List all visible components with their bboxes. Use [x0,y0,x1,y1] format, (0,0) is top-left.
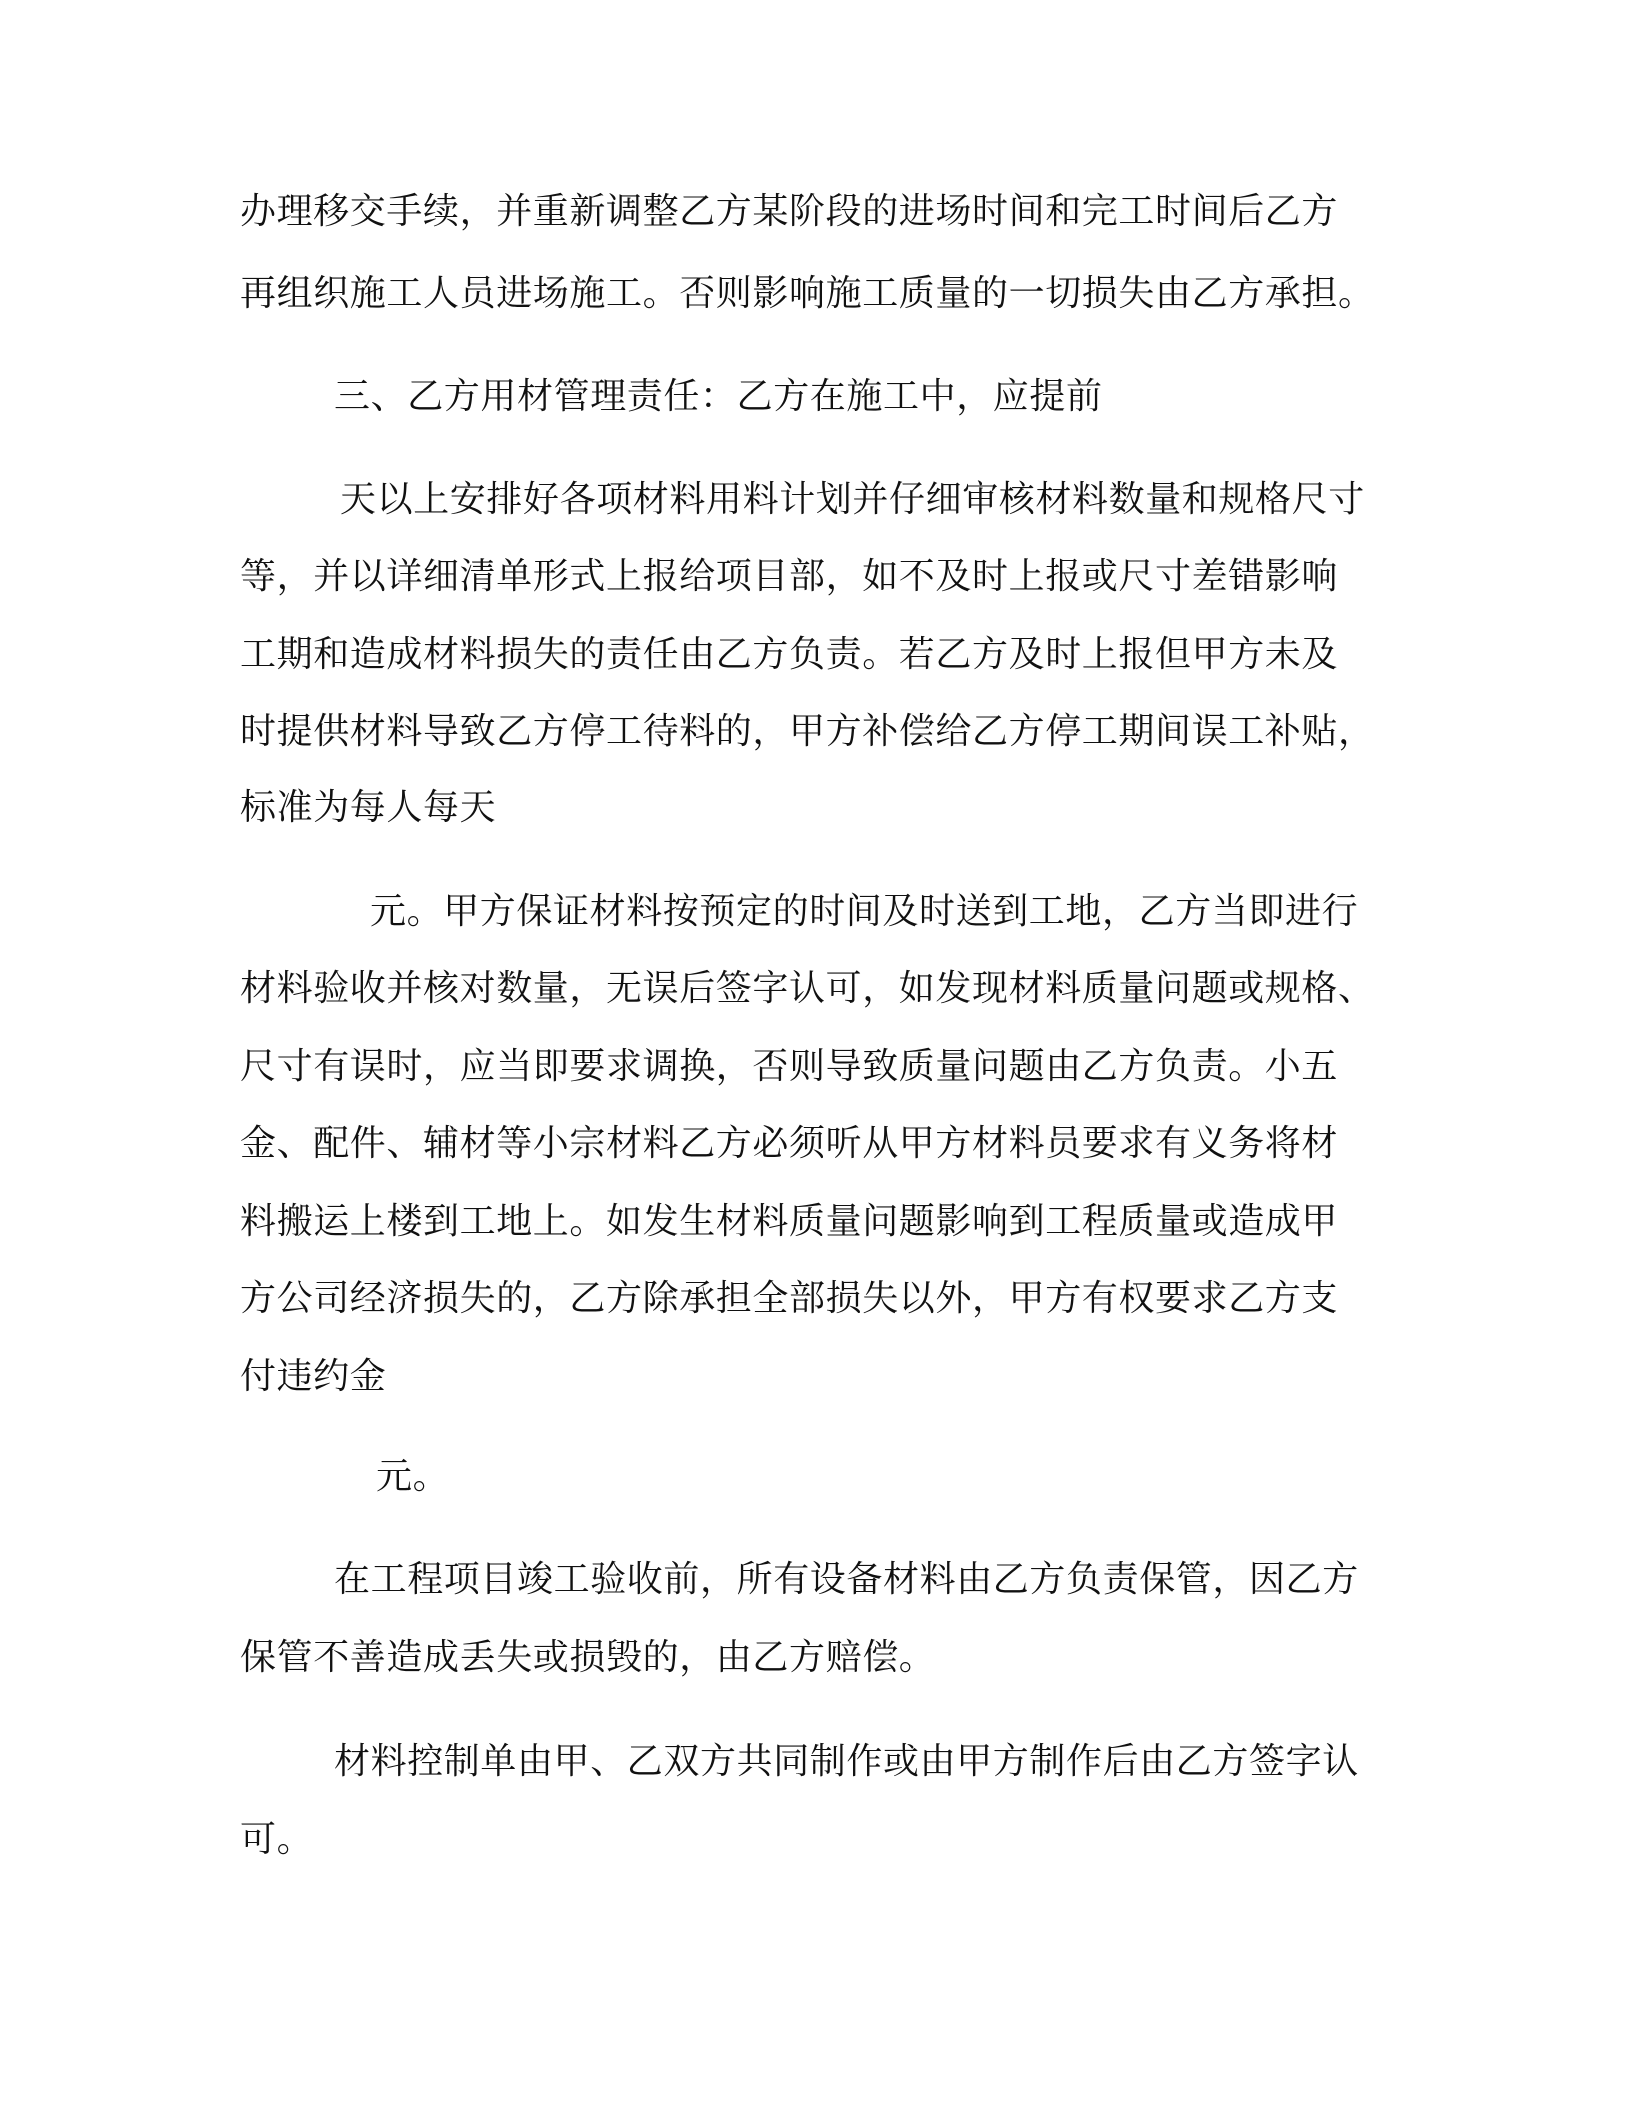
text-line-19: 材料控制单由甲、乙双方共同制作或由甲方制作后由乙方签字认 [334,1741,1359,1782]
text-line-2: 再组织施工人员进场施工。否则影响施工质量的一切损失由乙方承担。 [240,273,1375,314]
text-line-4: 天以上安排好各项材料用料计划并仔细审核材料数量和规格尺寸 [340,479,1365,520]
text-line-9: 元。甲方保证材料按预定的时间及时送到工地，乙方当即进行 [370,891,1359,932]
text-line-15: 付违约金 [240,1356,387,1397]
text-line-12: 金、配件、辅材等小宗材料乙方必须听从甲方材料员要求有义务将材 [240,1123,1339,1164]
text-line-10: 材料验收并核对数量，无误后签字认可，如发现材料质量问题或规格、 [240,968,1375,1009]
text-line-7: 时提供材料导致乙方停工待料的，甲方补偿给乙方停工期间误工补贴， [240,711,1375,752]
text-line-6: 工期和造成材料损失的责任由乙方负责。若乙方及时上报但甲方未及 [240,634,1339,675]
text-line-11: 尺寸有误时，应当即要求调换，否则导致质量问题由乙方负责。小五 [240,1046,1339,1087]
section-3-heading: 三、乙方用材管理责任：乙方在施工中，应提前 [334,376,1103,417]
text-line-8: 标准为每人每天 [240,787,497,828]
text-line-16: 元。 [376,1456,450,1497]
text-line-20: 可。 [240,1819,314,1860]
text-line-5: 等，并以详细清单形式上报给项目部，如不及时上报或尺寸差错影响 [240,556,1339,597]
text-line-1: 办理移交手续，并重新调整乙方某阶段的进场时间和完工时间后乙方 [240,191,1339,232]
text-line-13: 料搬运上楼到工地上。如发生材料质量问题影响到工程质量或造成甲 [240,1201,1339,1242]
text-line-17: 在工程项目竣工验收前，所有设备材料由乙方负责保管，因乙方 [334,1559,1359,1600]
text-line-18: 保管不善造成丢失或损毁的，由乙方赔偿。 [240,1637,936,1678]
text-line-14: 方公司经济损失的，乙方除承担全部损失以外，甲方有权要求乙方支 [240,1278,1339,1319]
